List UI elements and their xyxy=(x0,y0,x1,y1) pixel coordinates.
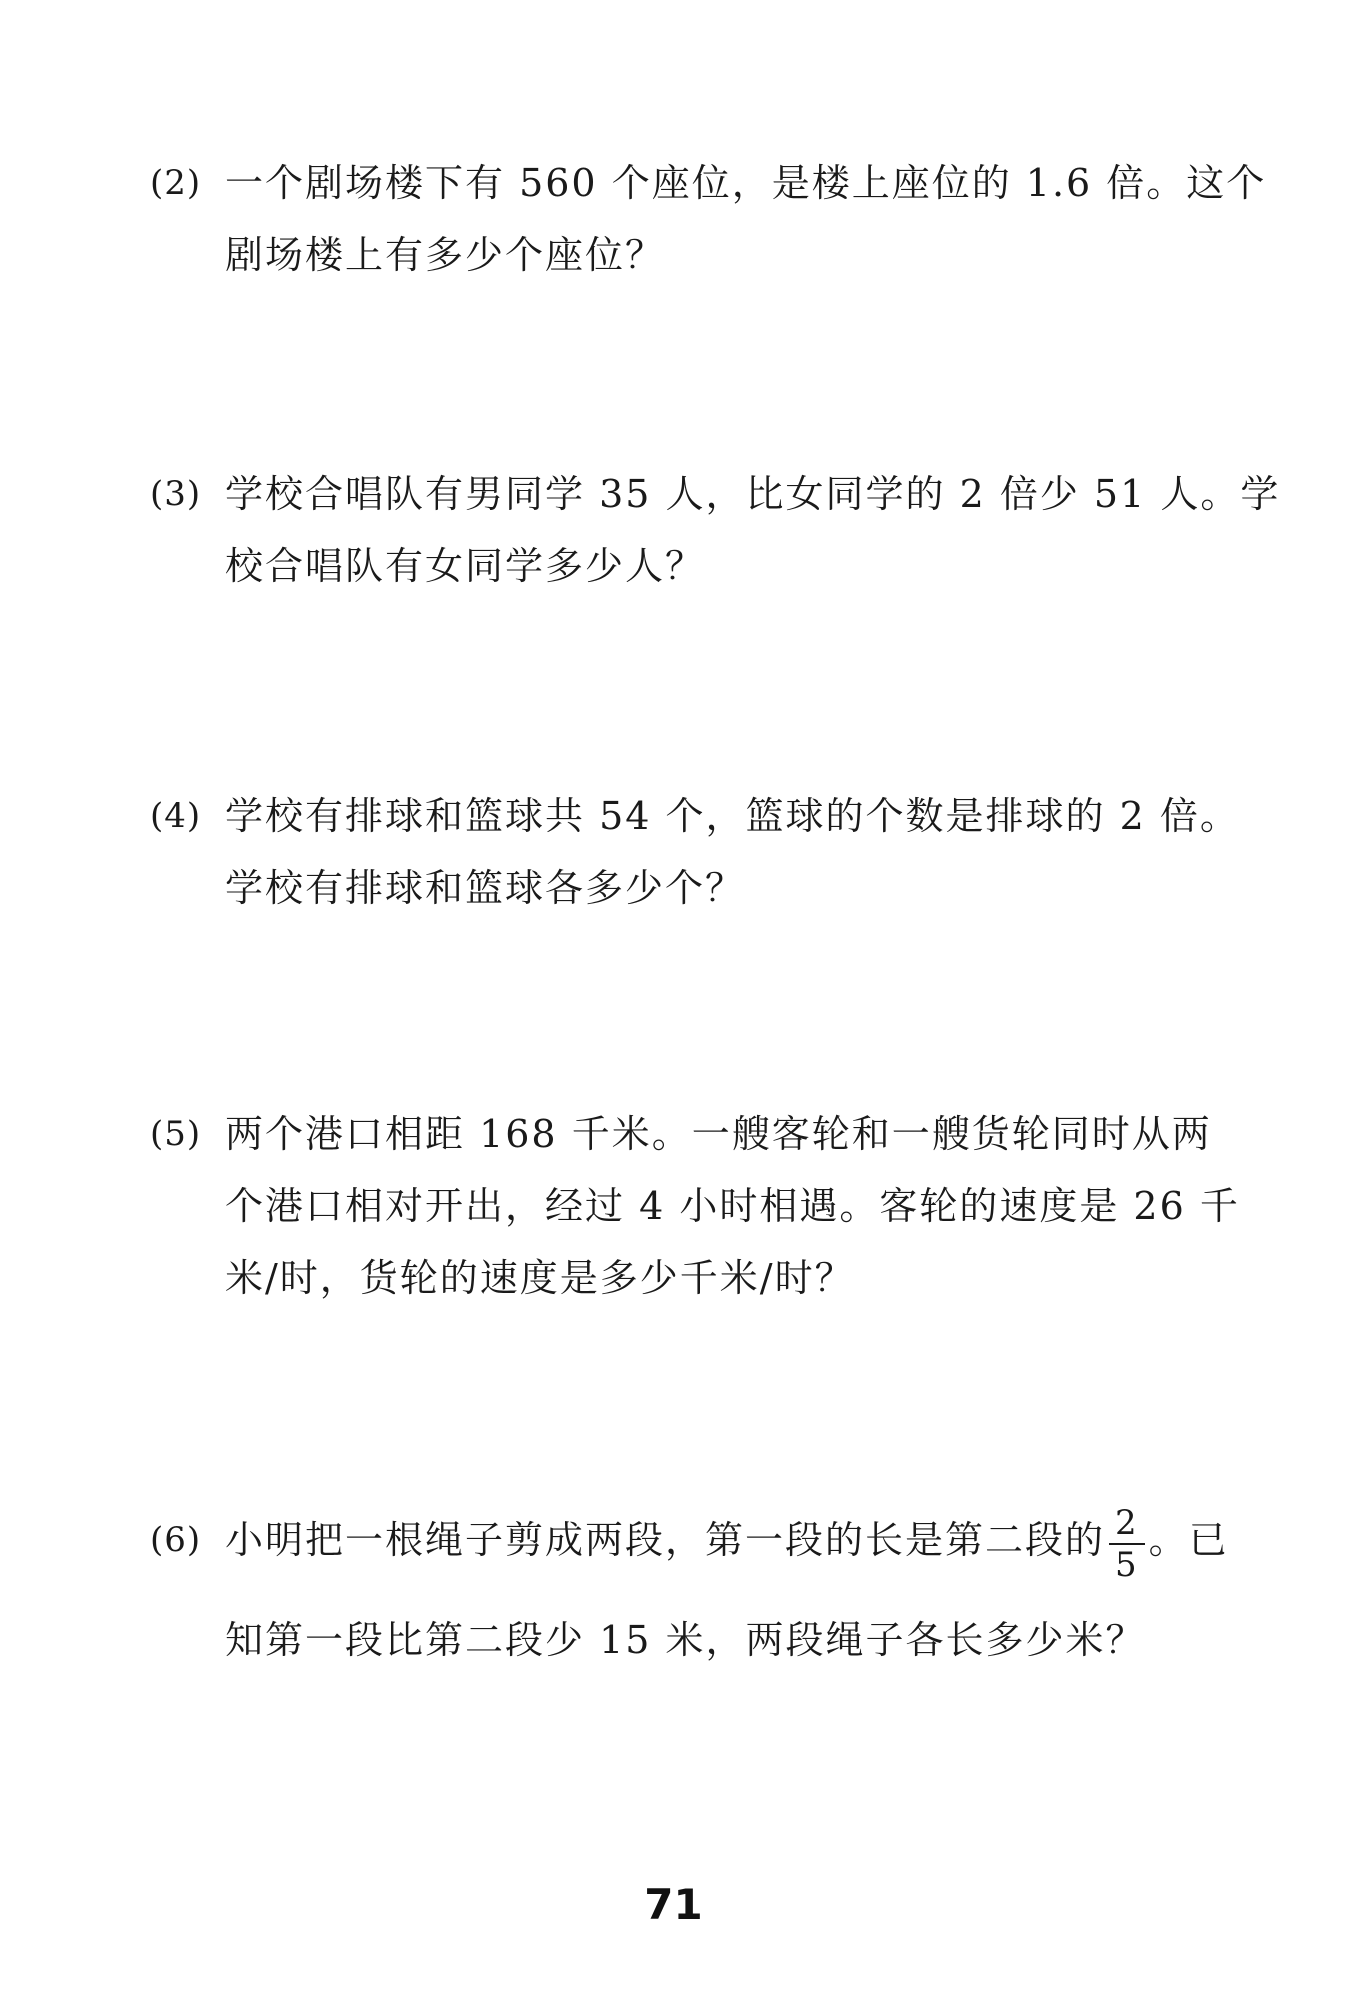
problem-text xyxy=(225,147,1267,291)
problem-number: (5) xyxy=(150,1114,202,1154)
problem-line: 学校有排球和篮球共 54 个，篮球的个数是排球的 2 倍。 xyxy=(225,794,1240,838)
problem-text xyxy=(225,1098,1240,1314)
problem-text-segment: 小明把一根绳子剪成两段，第一段的长是第二段的 xyxy=(225,1518,1106,1562)
problem-line: 学校合唱队有男同学 35 人，比女同学的 2 倍少 51 人。学 xyxy=(225,472,1281,516)
problem-number: (2) xyxy=(150,163,202,203)
problem-line: 米/时，货轮的速度是多少千米/时？ xyxy=(225,1256,855,1300)
problem-line xyxy=(225,1490,1230,1590)
problem-number: (3) xyxy=(150,474,202,514)
problem-line: 学校有排球和篮球各多少个？ xyxy=(225,866,746,910)
problem-5 xyxy=(150,1098,1240,1314)
problem-text-segment: 。已 xyxy=(1148,1518,1229,1562)
fraction-denominator: 5 xyxy=(1115,1544,1139,1585)
page-number: 71 xyxy=(644,1880,703,1929)
problem-number: (4) xyxy=(150,796,202,836)
problem-text xyxy=(225,458,1281,602)
problem-line: 剧场楼上有多少个座位？ xyxy=(225,233,666,277)
problem-line: 校合唱队有女同学多少人？ xyxy=(225,544,706,588)
problem-text xyxy=(225,780,1240,924)
problem-line: 知第一段比第二段少 15 米，两段绳子各长多少米？ xyxy=(225,1618,1146,1662)
problem-line: 个港口相对开出，经过 4 小时相遇。客轮的速度是 26 千 xyxy=(225,1184,1240,1228)
problem-line: 一个剧场楼下有 560 个座位，是楼上座位的 1.6 倍。这个 xyxy=(225,161,1267,205)
problem-3 xyxy=(150,458,1281,602)
fraction-numerator: 2 xyxy=(1109,1505,1145,1545)
problem-2 xyxy=(150,147,1267,291)
problem-line: 两个港口相距 168 千米。一艘客轮和一艘货轮同时从两 xyxy=(225,1112,1212,1156)
problem-4 xyxy=(150,780,1240,924)
problem-number: (6) xyxy=(150,1520,202,1560)
problem-6 xyxy=(150,1490,1230,1690)
problem-text xyxy=(225,1490,1230,1690)
fraction xyxy=(1109,1502,1145,1585)
